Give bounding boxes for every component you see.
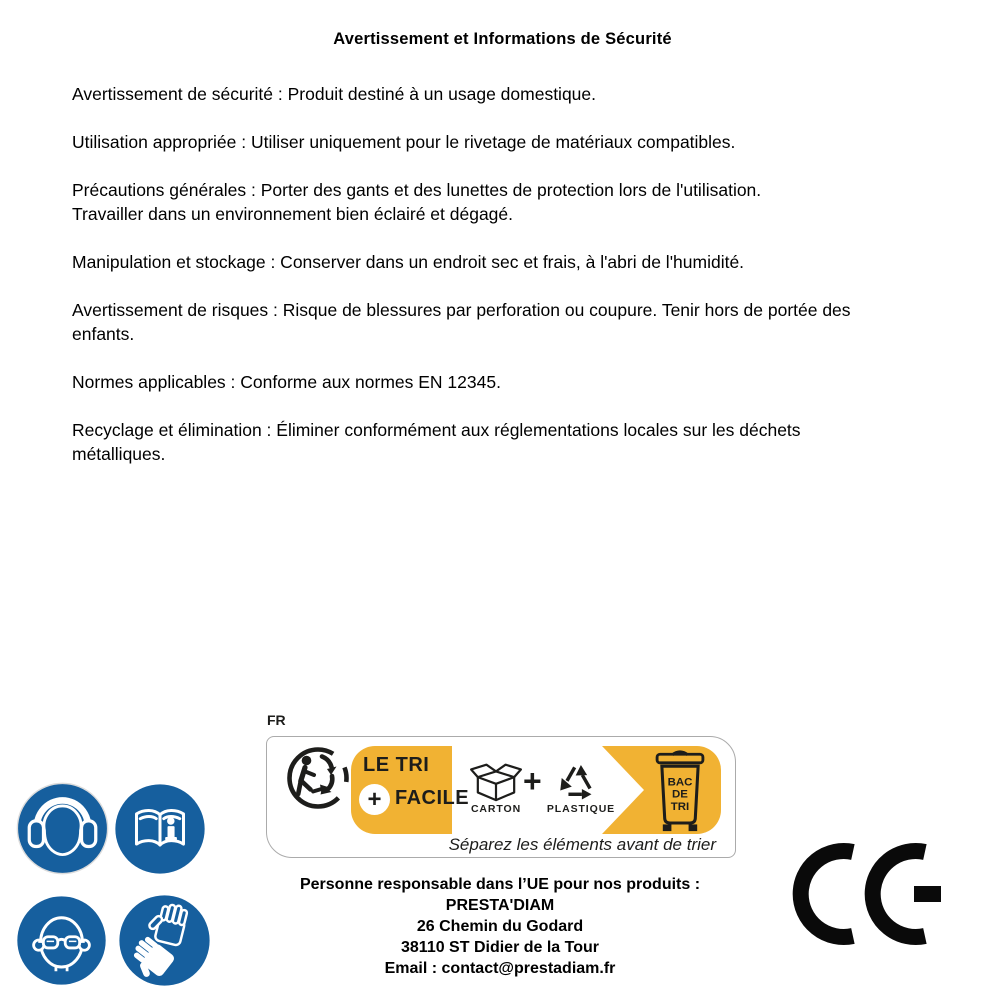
carton-label: CARTON: [470, 803, 522, 815]
paragraph-standards: Normes applicables : Conforme aux normes EN 12345.: [72, 372, 501, 392]
paragraph-safety-warning: Avertissement de sécurité : Produit destiné à un usage domestique.: [72, 84, 597, 104]
svg-text:BAC: BAC: [667, 776, 693, 789]
read-instruction-manual-icon: [113, 782, 207, 876]
contact-city: 38110 ST Didier de la Tour: [401, 939, 599, 956]
responsible-person-block: [240, 874, 760, 979]
materials-plus-sign: +: [523, 763, 542, 799]
triman-logo-icon: [285, 745, 351, 811]
fr-country-code: FR: [267, 712, 286, 728]
contact-company-name: PRESTA'DIAM: [445, 897, 555, 914]
svg-text:DE: DE: [672, 788, 688, 801]
paragraph-recycling: Recyclage et élimination : Éliminer conformément aux réglementations locales sur les déchets métalliques.: [72, 420, 801, 464]
wear-ear-protection-icon: [15, 781, 110, 876]
cardboard-box-icon: [467, 758, 525, 802]
plus-facile-badge: [359, 784, 390, 815]
wear-eye-protection-icon: [15, 894, 108, 987]
le-tri-text: LE TRI: [363, 754, 430, 776]
paragraph-appropriate-use: Utilisation appropriée : Utiliser uniquement pour le rivetage de matériaux compatibles.: [72, 132, 736, 152]
plus-sign: +: [367, 785, 382, 813]
page-title: Avertissement et Informations de Sécurité: [333, 30, 672, 48]
sorting-bin-icon: [655, 749, 705, 833]
contact-email: Email : contact@prestadiam.fr: [384, 960, 616, 977]
paragraph-risk-warning: Avertissement de risques : Risque de blessures par perforation ou coupure. Tenir hors de portée des enfants.: [72, 300, 851, 344]
contact-intro-line: Personne responsable dans l’UE pour nos produits :: [299, 876, 701, 893]
paragraph-handling-storage: Manipulation et stockage : Conserver dans un endroit sec et frais, à l'abri de l'humidité.: [72, 252, 745, 272]
recycling-sorting-label: [266, 736, 736, 858]
safety-paragraphs: [72, 82, 972, 490]
ce-mark-icon: [792, 840, 942, 948]
paragraph-general-precautions: Précautions générales : Porter des gants et des lunettes de protection lors de l'utilisation. Travailler dans un environnement bien éclairé et dégagé.: [72, 180, 762, 224]
plastic-recycling-icon: [553, 753, 605, 801]
facile-text: FACILE: [395, 787, 470, 809]
svg-text:TRI: TRI: [670, 801, 690, 814]
wear-protective-gloves-icon: [117, 893, 212, 988]
separation-tagline: Séparez les éléments avant de trier: [448, 835, 716, 854]
plastique-label: PLASTIQUE: [546, 803, 616, 815]
contact-street: 26 Chemin du Godard: [416, 918, 584, 935]
